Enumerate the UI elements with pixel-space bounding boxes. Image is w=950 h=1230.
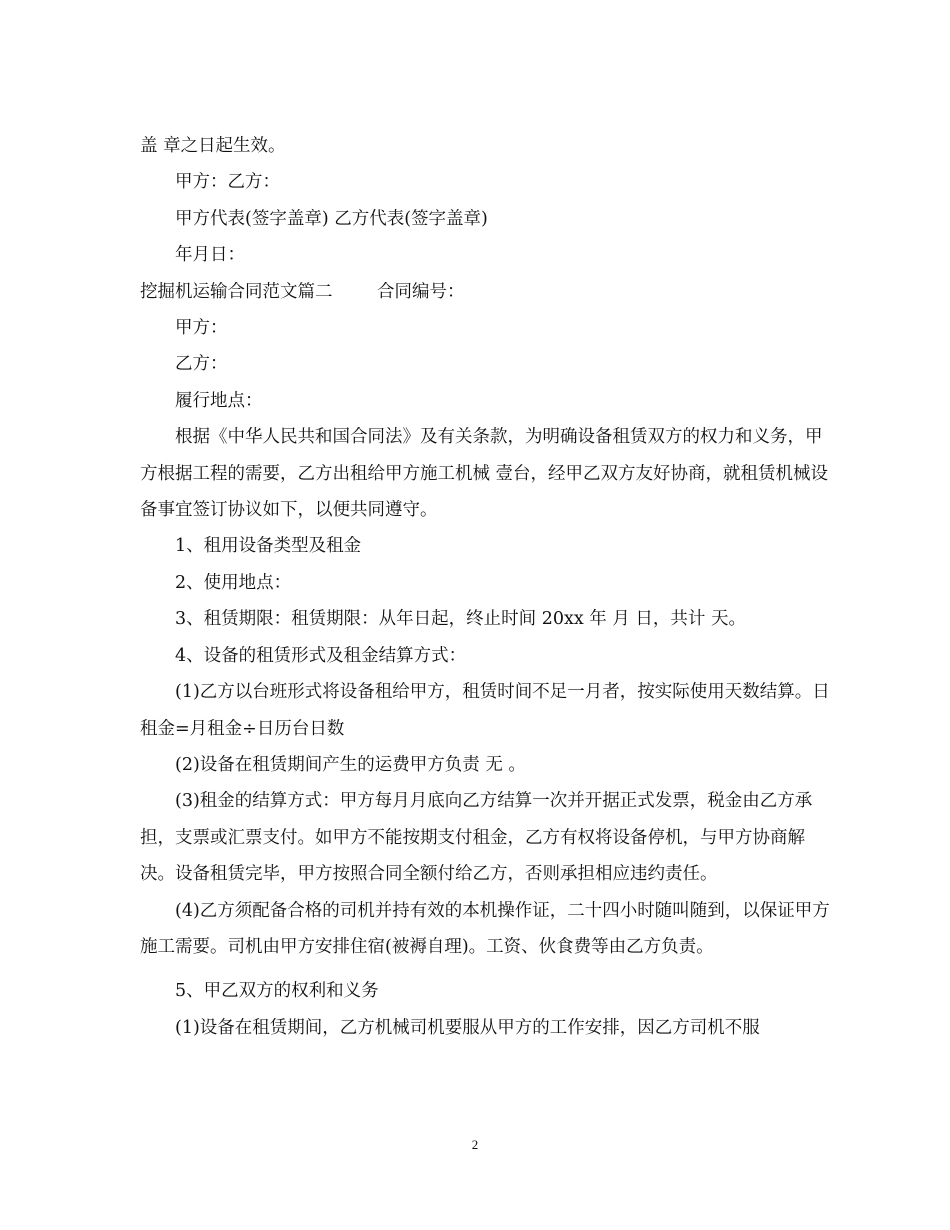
paragraph: (1)设备在租赁期间，乙方机械司机要服从甲方的工作安排，因乙方司机不服 — [175, 1017, 760, 1038]
body-text — [140, 128, 830, 1046]
paragraph: 挖掘机运输合同范文篇二 合同编号： — [140, 281, 465, 302]
paragraph: 4、设备的租赁形式及租金结算方式： — [175, 645, 467, 666]
paragraph: 3、租赁期限：租赁期限：从年日起，终止时间 20xx 年 月 日，共计 天。 — [175, 609, 746, 630]
paragraph: 甲方： — [175, 318, 228, 339]
paragraph: 盖 章之日起生效。 — [140, 136, 286, 156]
paragraph: (4)乙方须配备合格的司机并持有效的本机操作证，二十四小时随叫随到，以保证甲方施工需要。司机由甲方安排住宿(被褥自理)。工资、伙食费等由乙方负责。 — [140, 900, 830, 957]
paragraph: (1)乙方以台班形式将设备租给甲方，租赁时间不足一月者，按实际使用天数结算。日租金=月租金÷日历台日数 — [140, 682, 830, 739]
paragraph: 2、使用地点： — [175, 572, 292, 593]
paragraph: 1、租用设备类型及租金 — [175, 536, 362, 557]
paragraph: 根据《中华人民共和国合同法》及有关条款，为明确设备租赁双方的权力和义务，甲方根据工程的需要，乙方出租给甲方施工机械 壹台，经甲乙双方友好协商，就租赁机械设备事宜签订协议如下，以便共同遵守。 — [140, 427, 829, 521]
paragraph: (3)租金的结算方式：甲方每月月底向乙方结算一次并开据正式发票，税金由乙方承担，支票或汇票支付。如甲方不能按期支付租金，乙方有权将设备停机，与甲方协商解决。设备租赁完毕，甲方按照合同全额付给乙方，否则承担相应违约责任。 — [140, 791, 813, 885]
paragraph: (2)设备在租赁期间产生的运费甲方负责 无 。 — [175, 754, 526, 775]
page-number: 2 — [471, 1137, 479, 1152]
paragraph: 履行地点： — [175, 390, 263, 411]
paragraph: 甲方代表(签字盖章) 乙方代表(签字盖章) — [175, 208, 488, 229]
paragraph: 年月日： — [175, 245, 245, 266]
paragraph: 5、甲乙双方的权利和义务 — [175, 981, 379, 1002]
paragraph: 乙方： — [175, 354, 228, 375]
paragraph: 甲方：乙方： — [175, 172, 280, 193]
